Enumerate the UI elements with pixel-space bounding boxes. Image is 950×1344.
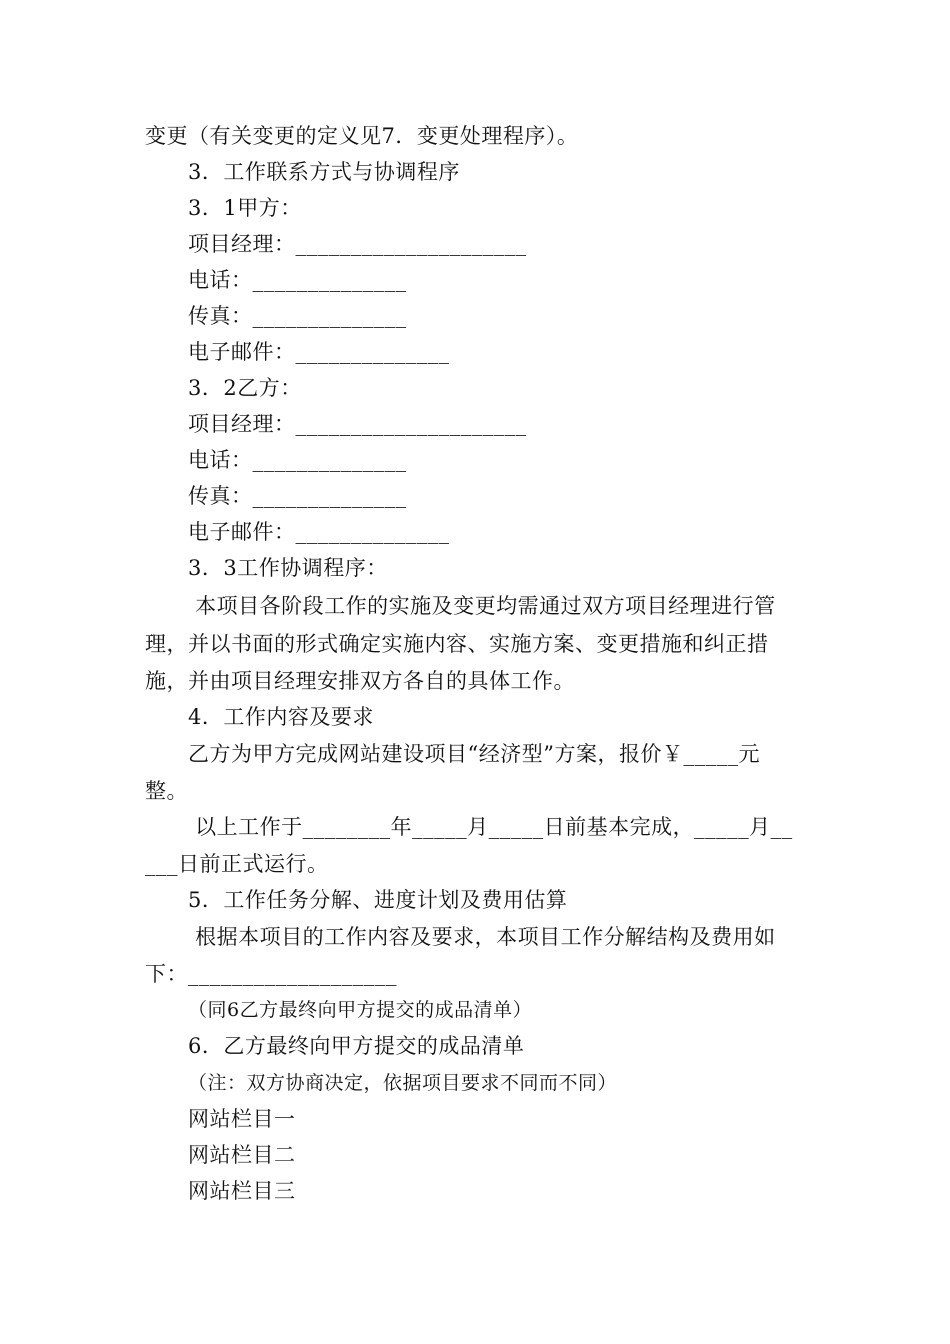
form-line: 传真：______________	[188, 304, 407, 328]
paragraph-line: 施，并由项目经理安排双方各自的具体工作。	[145, 669, 575, 693]
paragraph-line: 理，并以书面的形式确定实施内容、实施方案、变更措施和纠正措	[145, 632, 769, 656]
form-line: 项目经理：_____________________	[188, 412, 527, 436]
form-line: 电子邮件：______________	[188, 520, 450, 544]
list-item: 网站栏目二	[188, 1143, 296, 1167]
list-item: 网站栏目三	[188, 1179, 296, 1203]
list-item: 网站栏目一	[188, 1107, 296, 1131]
form-line: 电话：______________	[188, 448, 407, 472]
paragraph-line: 本项目各阶段工作的实施及变更均需通过双方项目经理进行管	[188, 594, 776, 618]
form-line: 项目经理：_____________________	[188, 232, 527, 256]
paragraph-line: 下：___________________	[145, 962, 397, 986]
paragraph-line: ___日前正式运行。	[145, 852, 329, 876]
text-line: 变更（有关变更的定义见7．变更处理程序）。	[145, 124, 579, 148]
subsection-heading: 3．2乙方：	[188, 376, 302, 400]
paragraph-line: 整。	[145, 779, 188, 803]
section-heading: 3．工作联系方式与协调程序	[188, 160, 460, 184]
form-line: 电话：______________	[188, 268, 407, 292]
section-heading: 6．乙方最终向甲方提交的成品清单	[188, 1034, 525, 1058]
paragraph-line: 以上工作于________年_____月_____日前基本完成，_____月__	[188, 815, 793, 839]
paragraph-line: 根据本项目的工作内容及要求，本项目工作分解结构及费用如	[188, 925, 776, 949]
subsection-heading: 3．1甲方：	[188, 196, 302, 220]
section-heading: 5．工作任务分解、进度计划及费用估算	[188, 888, 568, 912]
note-line: （注：双方协商决定，依据项目要求不同而不同）	[188, 1072, 618, 1094]
note-line: （同6乙方最终向甲方提交的成品清单）	[188, 999, 533, 1021]
form-line: 传真：______________	[188, 484, 407, 508]
form-line: 电子邮件：______________	[188, 340, 450, 364]
paragraph-line: 乙方为甲方完成网站建设项目“经济型”方案，报价￥_____元	[188, 742, 760, 766]
section-heading: 4．工作内容及要求	[188, 705, 374, 729]
subsection-heading: 3．3工作协调程序：	[188, 556, 388, 580]
